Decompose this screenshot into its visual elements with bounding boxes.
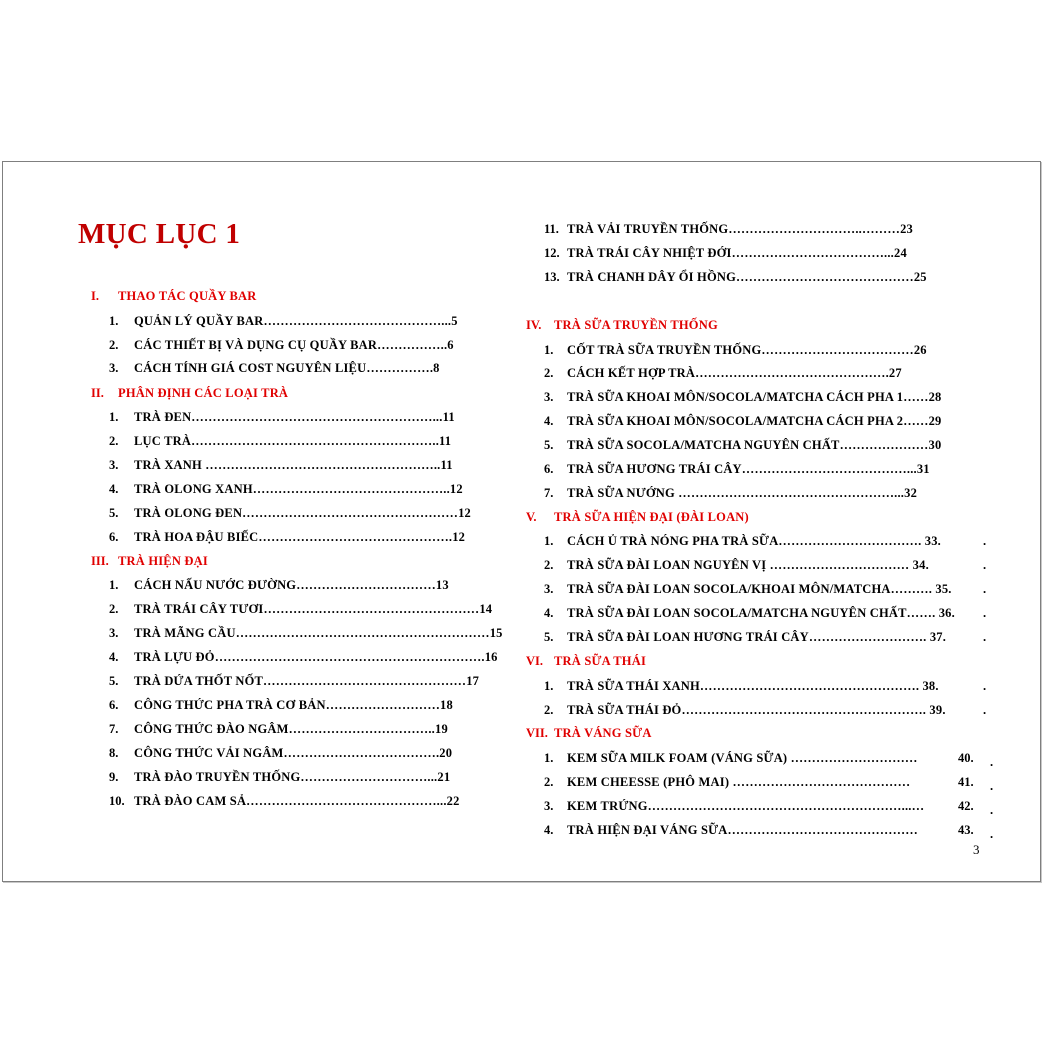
page-number: 3 [973, 842, 980, 857]
toc-entry-number: 3. [544, 390, 554, 404]
toc-entry-trailing-dot: . [983, 703, 987, 717]
toc-section-heading [526, 508, 749, 526]
toc-entry-text: CÔNG THỨC PHA TRÀ CƠ BẢN………………………18 [134, 698, 453, 712]
toc-entry-number: 9. [109, 770, 119, 784]
toc-section-heading [91, 287, 257, 305]
toc-entry[interactable] [109, 624, 503, 642]
toc-entry-text: TRÀ DỨA THỐT NỐT…………………………………………17 [134, 674, 480, 688]
toc-entry-number: 13. [544, 270, 560, 284]
section-title: TRÀ SỮA HIỆN ĐẠI (ĐÀI LOAN) [554, 510, 749, 524]
toc-entry-text: LỤC TRÀ…………………………………………………..11 [134, 434, 452, 448]
toc-entry-text: KEM SỮA MILK FOAM (VÁNG SỮA) ………………………… [567, 751, 918, 765]
toc-entry[interactable] [109, 359, 440, 377]
toc-entry-text: TRÀ SỮA ĐÀI LOAN SOCOLA/KHOAI MÔN/MATCHA………. 35. [567, 582, 952, 596]
toc-entry-text: CÁCH Ủ TRÀ NÓNG PHA TRÀ SỮA……………………………. 33. [567, 534, 942, 548]
toc-entry-trailing-dot: . [983, 534, 987, 548]
toc-entry-text: TRÀ SỮA SOCOLA/MATCHA NGUYÊN CHẤT…………………30 [567, 438, 942, 452]
toc-entry-text: TRÀ HIỆN ĐẠI VÁNG SỮA……………………………………… [567, 823, 918, 837]
toc-entry-number: 6. [109, 698, 119, 712]
toc-entry-text: CÁC THIẾT BỊ VÀ DỤNG CỤ QUẦY BAR……………..6 [134, 338, 454, 352]
toc-entry-number: 5. [544, 630, 554, 644]
section-number: II. [91, 386, 104, 400]
section-number: IV. [526, 318, 542, 332]
toc-entry-text: TRÀ XANH ………………………………………………..11 [134, 458, 453, 472]
toc-entry[interactable] [544, 604, 987, 622]
toc-entry-number: 4. [109, 650, 119, 664]
section-number: III. [91, 554, 109, 568]
toc-entry-number: 7. [544, 486, 554, 500]
toc-entry-page: 40. [958, 751, 974, 765]
toc-entry-trailing-dot: . [983, 582, 987, 596]
toc-entry[interactable] [544, 628, 987, 646]
toc-entry-text: CÁCH TÍNH GIÁ COST NGUYÊN LIỆU…………….8 [134, 361, 440, 375]
toc-entry-text: TRÀ CHANH DÂY ỔI HỒNG……………………………………25 [567, 270, 927, 284]
section-number: VI. [526, 654, 544, 668]
toc-entry-number: 1. [109, 314, 119, 328]
toc-entry-number: 1. [544, 679, 554, 693]
toc-entry[interactable] [544, 749, 994, 769]
toc-entry-number: 1. [109, 410, 119, 424]
toc-entry[interactable] [109, 576, 449, 594]
toc-entry-number: 2. [544, 775, 554, 789]
toc-entry-number: 5. [109, 506, 119, 520]
toc-entry[interactable] [544, 821, 994, 841]
toc-entry[interactable] [109, 744, 453, 762]
toc-entry-page: 43. [958, 823, 974, 837]
toc-entry-text: KEM TRỨNG……………………………………………………...… [567, 799, 925, 813]
toc-entry-page: 42. [958, 799, 974, 813]
toc-entry-number: 10. [109, 794, 125, 808]
toc-entry[interactable] [544, 220, 913, 238]
toc-entry-number: 3. [109, 626, 119, 640]
toc-entry[interactable] [544, 244, 907, 262]
toc-entry-text: TRÀ ĐÀO TRUYỀN THỐNG…………………………...21 [134, 770, 451, 784]
toc-entry[interactable] [109, 768, 451, 786]
toc-entry-text: QUẢN LÝ QUẦY BAR……………………………………...5 [134, 314, 458, 328]
toc-entry-trailing-dot: . [990, 779, 994, 793]
section-number: I. [91, 289, 99, 303]
toc-entry-number: 3. [109, 361, 119, 375]
section-number: V. [526, 510, 537, 524]
section-title: PHÂN ĐỊNH CÁC LOẠI TRÀ [118, 386, 289, 400]
toc-entry[interactable] [109, 648, 498, 666]
toc-entry[interactable] [544, 532, 987, 550]
toc-entry-text: TRÀ SỮA ĐÀI LOAN NGUYÊN VỊ …………………………… 34. [567, 558, 929, 572]
toc-entry-text: CÁCH NẤU NƯỚC ĐƯỜNG……………………………13 [134, 578, 449, 592]
toc-entry-number: 2. [544, 703, 554, 717]
toc-entry-text: TRÀ SỮA HƯƠNG TRÁI CÂY…………………………………...31 [567, 462, 930, 476]
section-title: TRÀ SỮA TRUYỀN THỐNG [554, 318, 718, 332]
toc-entry[interactable] [109, 600, 493, 618]
toc-section-heading [526, 724, 652, 742]
toc-entry-text: TRÀ ĐEN…………………………………………………...11 [134, 410, 455, 424]
toc-entry-number: 3. [544, 582, 554, 596]
toc-entry-number: 8. [109, 746, 119, 760]
toc-entry[interactable] [109, 720, 448, 738]
toc-entry[interactable] [544, 484, 918, 502]
page-title: MỤC LỤC 1 [78, 218, 241, 250]
toc-section-heading [91, 384, 289, 402]
toc-entry[interactable] [109, 456, 453, 474]
toc-entry-trailing-dot: . [983, 679, 987, 693]
toc-entry-number: 4. [544, 823, 554, 837]
toc-entry-text: TRÀ TRÁI CÂY TƯƠI……………………………………………14 [134, 602, 493, 616]
toc-entry-text: TRÀ HOA ĐẬU BIẾC……………………………………….12 [134, 530, 466, 544]
toc-entry-number: 4. [544, 606, 554, 620]
toc-entry-number: 4. [109, 482, 119, 496]
section-title: THAO TÁC QUẦY BAR [118, 289, 257, 303]
toc-entry[interactable] [109, 312, 458, 330]
toc-entry[interactable] [109, 432, 452, 450]
toc-entry-text: TRÀ SỮA KHOAI MÔN/SOCOLA/MATCHA CÁCH PHA 1……28 [567, 390, 942, 404]
toc-entry-number: 3. [109, 458, 119, 472]
toc-entry-text: TRÀ SỮA NƯỚNG ……………………………………………...32 [567, 486, 918, 500]
toc-entry-page: 41. [958, 775, 974, 789]
toc-entry-text: TRÀ OLONG ĐEN……………………………………………12 [134, 506, 471, 520]
toc-entry-text: TRÀ SỮA ĐÀI LOAN SOCOLA/MATCHA NGUYÊN CHẤT……. 36. [567, 606, 955, 620]
toc-entry[interactable] [544, 556, 987, 574]
toc-entry[interactable] [109, 504, 471, 522]
toc-entry[interactable] [544, 677, 987, 695]
toc-entry[interactable] [544, 412, 942, 430]
section-title: TRÀ VÁNG SỮA [554, 726, 652, 740]
toc-entry[interactable] [544, 364, 902, 382]
toc-entry-text: TRÀ VẢI TRUYỀN THỐNG…………………………..………23 [567, 222, 913, 236]
toc-entry[interactable] [544, 436, 942, 454]
toc-entry-text: TRÀ SỮA THÁI XANH……………………………………………. 38. [567, 679, 939, 693]
toc-section-heading [91, 552, 208, 570]
toc-entry-trailing-dot: . [990, 827, 994, 841]
toc-entry-text: TRÀ MÃNG CẦU……………………………………………………15 [134, 626, 503, 640]
section-number: VII. [526, 726, 548, 740]
toc-entry-number: 1. [109, 578, 119, 592]
toc-entry-text: CỐT TRÀ SỮA TRUYỀN THỐNG………………………………26 [567, 343, 927, 357]
toc-entry-number: 6. [109, 530, 119, 544]
toc-entry-trailing-dot: . [983, 630, 987, 644]
toc-entry-trailing-dot: . [983, 558, 987, 572]
toc-entry-number: 2. [544, 366, 554, 380]
toc-entry-trailing-dot: . [990, 803, 994, 817]
toc-entry-text: CÁCH KẾT HỢP TRÀ……………………………………….27 [567, 366, 902, 380]
toc-entry[interactable] [109, 480, 463, 498]
toc-entry-number: 2. [544, 558, 554, 572]
toc-entry-number: 2. [109, 602, 119, 616]
toc-entry[interactable] [544, 580, 987, 598]
toc-entry[interactable] [544, 460, 930, 478]
toc-entry[interactable] [109, 672, 480, 690]
section-title: TRÀ SỮA THÁI [554, 654, 647, 668]
toc-entry[interactable] [544, 773, 994, 793]
toc-entry[interactable] [109, 528, 466, 546]
toc-section-heading [526, 316, 718, 334]
toc-entry-number: 12. [544, 246, 560, 260]
toc-entry-number: 5. [544, 438, 554, 452]
toc-entry[interactable] [109, 696, 453, 714]
document-page [2, 161, 1041, 882]
toc-entry[interactable] [544, 797, 994, 817]
toc-entry[interactable] [544, 701, 987, 719]
toc-entry[interactable] [544, 268, 927, 286]
toc-entry-text: TRÀ ĐÀO CAM SẢ………………………………………...22 [134, 794, 460, 808]
toc-entry-number: 11. [544, 222, 559, 236]
toc-entry-number: 1. [544, 343, 554, 357]
toc-entry-text: TRÀ LỰU ĐỎ……………………………………………………….16 [134, 650, 498, 664]
toc-entry-number: 1. [544, 751, 554, 765]
toc-entry[interactable] [109, 336, 454, 354]
toc-entry-trailing-dot: . [990, 755, 994, 769]
toc-entry-text: TRÀ OLONG XANH………………………………………..12 [134, 482, 463, 496]
toc-entry-trailing-dot: . [983, 606, 987, 620]
toc-entry-text: TRÀ SỮA KHOAI MÔN/SOCOLA/MATCHA CÁCH PHA 2……29 [567, 414, 942, 428]
toc-entry-text: CÔNG THỨC VẢI NGÂM……………………………….20 [134, 746, 453, 760]
toc-entry-text: TRÀ SỮA ĐÀI LOAN HƯƠNG TRÁI CÂY………………………. 37. [567, 630, 947, 644]
toc-entry-number: 7. [109, 722, 119, 736]
toc-entry-text: TRÀ TRÁI CÂY NHIỆT ĐỚI………………………………...24 [567, 246, 907, 260]
toc-entry-number: 2. [109, 434, 119, 448]
section-title: TRÀ HIỆN ĐẠI [118, 554, 208, 568]
toc-entry-number: 2. [109, 338, 119, 352]
toc-entry-number: 4. [544, 414, 554, 428]
toc-entry-text: TRÀ SỮA THÁI ĐỎ…………………………………………………. 39. [567, 703, 946, 717]
toc-entry[interactable] [109, 792, 460, 810]
toc-entry-number: 1. [544, 534, 554, 548]
toc-entry-number: 5. [109, 674, 119, 688]
toc-entry[interactable] [109, 408, 455, 426]
toc-entry-number: 6. [544, 462, 554, 476]
toc-entry-text: CÔNG THỨC ĐÀO NGÂM……………………………..19 [134, 722, 448, 736]
toc-entry-text: KEM CHEESSE (PHÔ MAI) …………………………………… [567, 775, 911, 789]
toc-entry[interactable] [544, 341, 927, 359]
toc-entry[interactable] [544, 388, 942, 406]
toc-entry-number: 3. [544, 799, 554, 813]
toc-section-heading [526, 652, 647, 670]
